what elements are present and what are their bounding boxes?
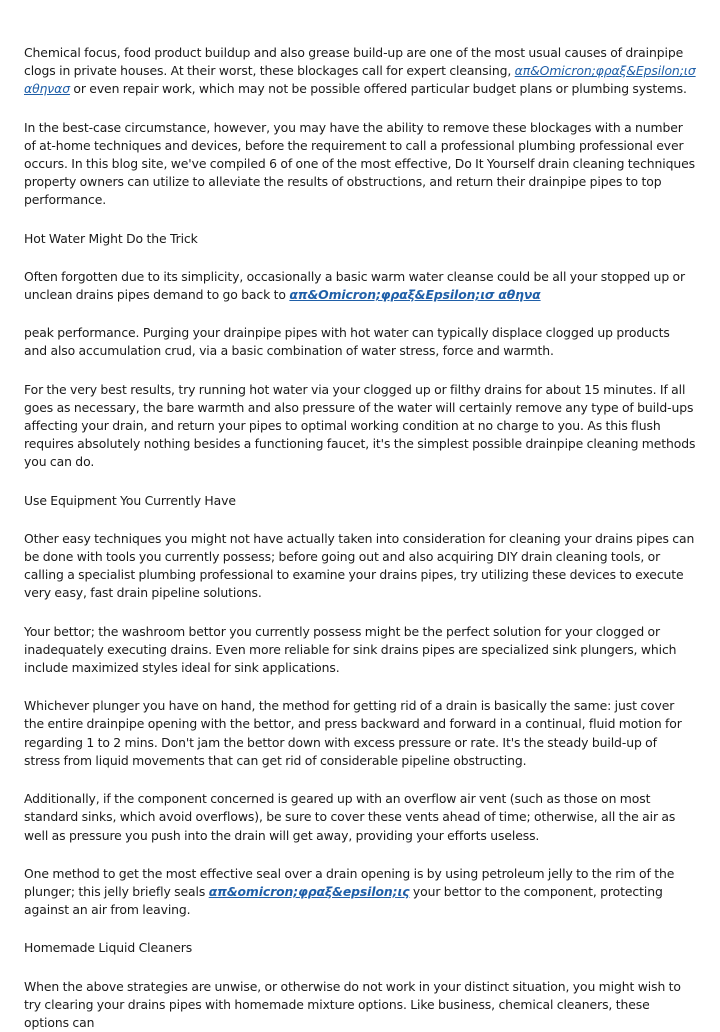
section-heading-hot-water: Hot Water Might Do the Trick xyxy=(24,230,198,246)
paragraph-hot-water-intro xyxy=(24,268,696,304)
paragraph-text: or even repair work, which may not be possible offered particular budget plans or plumbing systems. xyxy=(69,81,687,97)
paragraph-text: For the very best results, try running hot water via your clogged up or filthy drains for about 15 minutes. If all goes as necessary, the bare warmth and also pressure of the water will certainly remove any type of build-ups affecting your drain, and return your pipes to optimal working condition at no charge to you. As this flush requires absolutely nothing besides a functioning faucet, it's the simplest possible drainpipe cleaning methods you can do. xyxy=(24,381,696,470)
paragraph-text: your bettor to the component, protecting against an air from leaving. xyxy=(24,883,663,918)
section-heading-equipment: Use Equipment You Currently Have xyxy=(24,492,236,508)
paragraph-text: peak performance. Purging your drainpipe pipes with hot water can typically displace clogged up products and also accumulation crud, via a basic combination of water stress, force and warmth. xyxy=(24,325,670,359)
paragraph-best-case xyxy=(24,119,696,210)
paragraph-easy-techniques xyxy=(24,530,696,603)
paragraph-text: Additionally, if the component concerned is geared up with an overflow air vent (such as those on most standard sinks, which avoid overflows), be sure to cover these vents ahead of time; otherwise, all the air as well as pressure you push into the drain will get away, providing your efforts useless. xyxy=(24,791,676,843)
paragraph-best-results xyxy=(24,381,696,472)
link-drain-cleaning-athens-1[interactable]: απ&Omicron;φραξ&Epsilon;ισ αθηνασ xyxy=(24,63,696,97)
link-drain-cleaning-athens-2[interactable]: απ&Omicron;φραξ&Epsilon;ισ αθηνα xyxy=(289,287,541,303)
paragraph-homemade-mixtures xyxy=(24,978,696,1032)
paragraph-peak-performance xyxy=(24,324,696,360)
link-drain-cleaning-3[interactable]: απ&omicron;φραξ&epsilon;ις xyxy=(208,883,410,899)
paragraph-overflow-vent xyxy=(24,790,696,845)
paragraph-text: In the best-case circumstance, however, you may have the ability to remove these blockages with a number of at-home techniques and devices, before the requirement to call a professional plumbing professional ever occurs. In this blog site, we've compiled 6 of one of the most effective, Do It Yourself drain cleaning techniques property owners can utilize to alleviate the results of obstructions, and return their drainpipe pipes to top performance. xyxy=(24,119,696,208)
paragraph-intro xyxy=(24,44,696,99)
paragraph-bettor xyxy=(24,623,696,678)
paragraph-text: Other easy techniques you might not have actually taken into consideration for cleaning your drains pipes can be done with tools you currently possess; before going out and also acquiring DIY drain cleaning tools, or calling a specialist plumbing professional to examine your drains pipes, try utilizing these devices to execute very easy, fast drain pipeline solutions. xyxy=(24,530,695,601)
paragraph-text: One method to get the most effective seal over a drain opening is by using petroleum jelly to the rim of the plunger; this jelly briefly seals xyxy=(24,865,675,899)
paragraph-text: When the above strategies are unwise, or otherwise do not work in your distinct situation, you might wish to try clearing your drains pipes with homemade mixture options. Like business, chemical cleaners, these options can xyxy=(24,978,681,1030)
paragraph-text: Your bettor; the washroom bettor you currently possess might be the perfect solution for your clogged or inadequately executing drains. Even more reliable for sink drains pipes are specialized sink plungers, which include maximized styles ideal for sink applications. xyxy=(24,623,677,676)
section-heading-homemade-cleaners: Homemade Liquid Cleaners xyxy=(24,940,193,956)
paragraph-text: Often forgotten due to its simplicity, occasionally a basic warm water cleanse could be all your stopped up or unclean drains pipes demand to go back to xyxy=(24,268,685,303)
paragraph-petroleum-jelly xyxy=(24,865,696,920)
paragraph-text: Chemical focus, food product buildup and also grease build-up are one of the most usual causes of drainpipe clogs in private houses. At their worst, these blockages call for expert cleansing, xyxy=(24,45,684,79)
paragraph-text: Whichever plunger you have on hand, the method for getting rid of a drain is basically the same: just cover the entire drainpipe opening with the bettor, and press backward and forward in a continual, fluid motion for regarding 1 to 2 mins. Don't jam the bettor down with excess pressure or rate. It's the steady build-up of stress from liquid movements that can get rid of considerable pipeline obstructing. xyxy=(24,698,682,768)
paragraph-plunger-method xyxy=(24,697,696,770)
